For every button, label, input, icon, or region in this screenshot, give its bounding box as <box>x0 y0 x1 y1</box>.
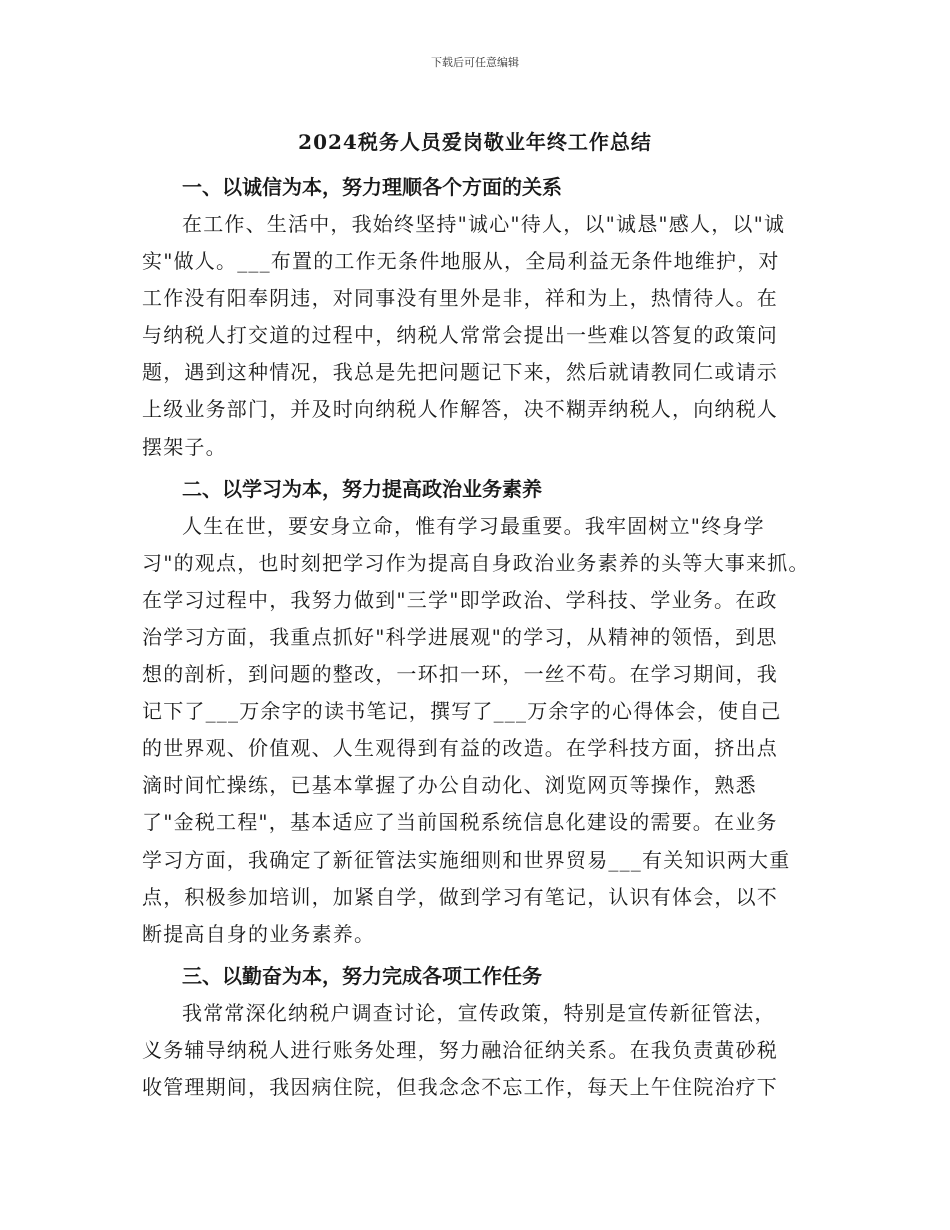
section-heading: 一、以诚信为本，努力理顺各个方面的关系 <box>182 175 562 199</box>
section-2 <box>142 470 812 953</box>
paragraph-line: 义务辅导纳税人进行账务处理，努力融洽征纳关系。在我负责黄砂税 <box>142 1037 778 1062</box>
paragraph-line: 我常常深化纳税户调查讨论，宣传政策，特别是宣传新征管法， <box>182 1000 776 1025</box>
section-paragraph <box>142 508 812 953</box>
paragraph-line: 在工作、生活中，我始终坚持"诚心"待人，以"诚恳"感人，以"诚 <box>182 212 786 236</box>
section-heading: 二、以学习为本，努力提高政治业务素养 <box>182 476 542 501</box>
paragraph-line: 想的剖析，到问题的整改，一环扣一环，一丝不苟。在学习期间，我 <box>142 662 778 687</box>
paragraph-line: 学习方面，我确定了新征管法实施细则和世界贸易___有关知识两大重 <box>142 847 791 872</box>
section-1 <box>142 168 812 466</box>
paragraph-line: 习"的观点，也时刻把学习作为提高自身政治业务素养的头等大事来抓。 <box>142 550 810 575</box>
section-paragraph <box>142 206 812 466</box>
paragraph-line: 收管理期间，我因病住院，但我念念不忘工作，每天上午住院治疗下 <box>142 1074 778 1099</box>
paragraph-line: 滴时间忙操练，已基本掌握了办公自动化、浏览网页等操作，熟悉 <box>142 773 757 798</box>
paragraph-line: 记下了___万余字的读书笔记，撰写了___万余字的心得体会，使自己 <box>142 699 782 724</box>
paragraph-line: 实"做人。___布置的工作无条件地服从，全局利益无条件地维护，对 <box>142 249 780 274</box>
document-title: 2024税务人员爱岗敬业年终工作总结 <box>298 130 652 154</box>
document-body <box>142 168 812 1110</box>
section-3 <box>142 957 812 1106</box>
paragraph-line: 与纳税人打交道的过程中，纳税人常常会提出一些难以答复的政策问 <box>142 323 778 348</box>
paragraph-line: 的世界观、价值观、人生观得到有益的改造。在学科技方面，挤出点 <box>142 736 778 761</box>
paragraph-line: 人生在世，要安身立命，惟有学习最重要。我牢固树立"终身学 <box>182 513 765 538</box>
paragraph-line: 工作没有阳奉阴违，对同事没有里外是非，祥和为上，热情待人。在 <box>142 286 778 311</box>
paragraph-line: 题，遇到这种情况，我总是先把问题记下来，然后就请教同仁或请示 <box>142 360 778 385</box>
paragraph-line: 在学习过程中，我努力做到"三学"即学政治、学科技、学业务。在政 <box>142 587 778 612</box>
paragraph-line: 断提高自身的业务素养。 <box>142 921 376 946</box>
section-paragraph <box>142 995 812 1106</box>
paragraph-line: 了"金税工程"，基本适应了当前国税系统信息化建设的需要。在业务 <box>142 810 778 835</box>
page-header-note: 下载后可任意编辑 <box>431 56 519 69</box>
paragraph-line: 点，积极参加培训，加紧自学，做到学习有笔记，认识有体会，以不 <box>142 884 778 909</box>
paragraph-line: 治学习方面，我重点抓好"科学进展观"的学习，从精神的领悟，到思 <box>142 624 778 649</box>
paragraph-line: 上级业务部门，并及时向纳税人作解答，决不糊弄纳税人，向纳税人 <box>142 397 778 422</box>
section-heading: 三、以勤奋为本，努力完成各项工作任务 <box>182 963 542 988</box>
paragraph-line: 摆架子。 <box>142 434 227 459</box>
